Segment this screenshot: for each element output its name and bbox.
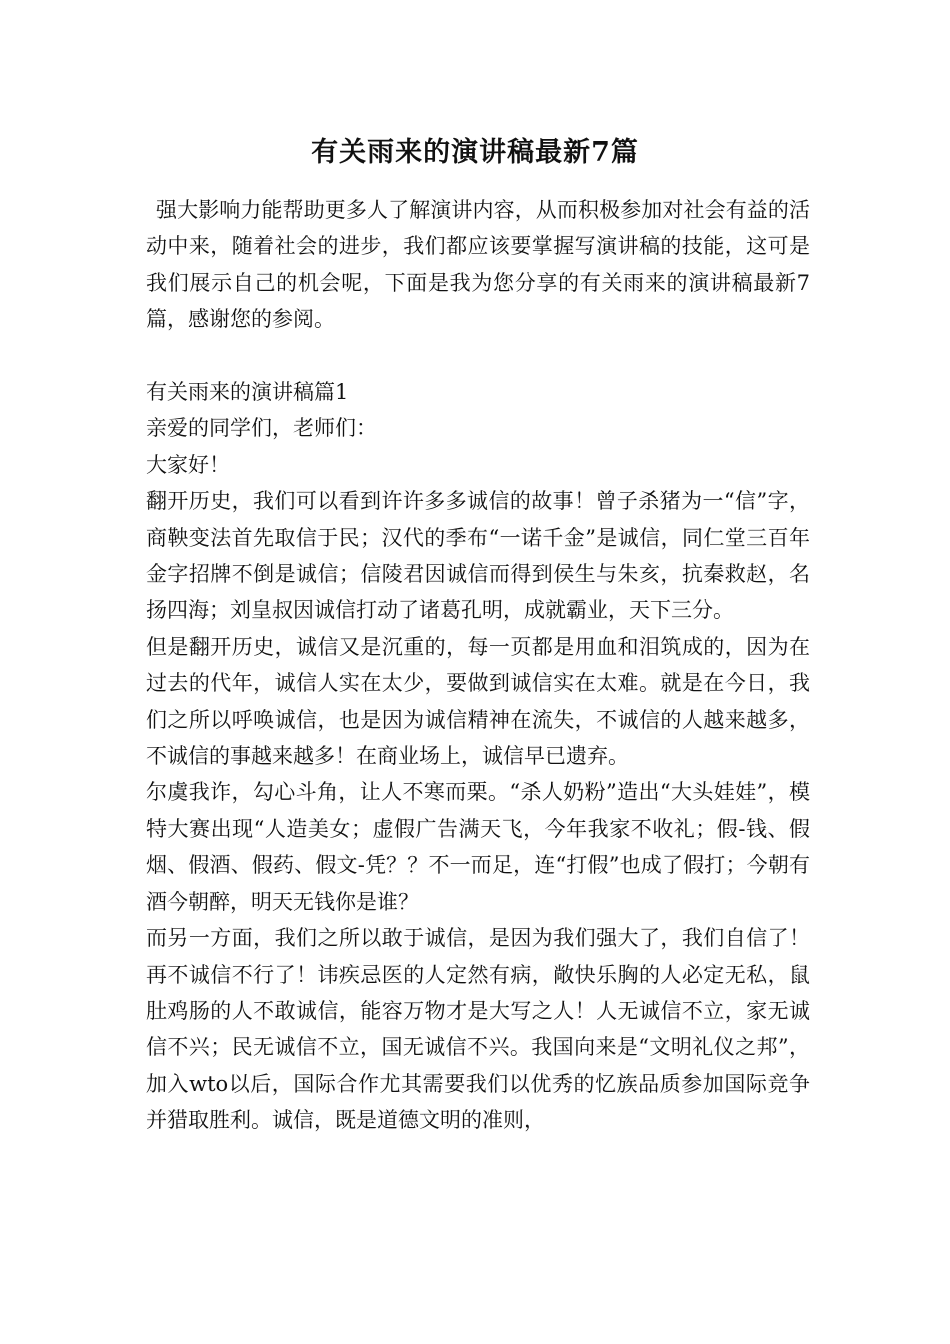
document-body xyxy=(146,192,810,1139)
body-paragraph: 而另一方面，我们之所以敢于诚信，是因为我们强大了，我们自信了！再不诚信不行了！讳疾忌医的人定然有病，敞快乐胸的人必定无私，鼠肚鸡肠的人不敢诚信，能容万物才是大写之人！人无诚信不立，家无诚信不兴；民无诚信不立，国无诚信不兴。我国向来是“文明礼仪之邦”，加入wto以后，国际合作尤其需要我们以优秀的忆族品质参加国际竞争并猎取胜利。诚信，既是道德文明的准则， xyxy=(146,926,810,1133)
greeting: 大家好！ xyxy=(146,452,230,477)
salutation: 亲爱的同学们，老师们： xyxy=(146,416,377,441)
intro-paragraph: 强大影响力能帮助更多人了解演讲内容，从而积极参加对社会有益的活动中来，随着社会的进步，我们都应该要掌握写演讲稿的技能，这可是我们展示自己的机会呢，下面是我为您分享的有关雨来的演讲稿最新7篇，感谢您的参阅。 xyxy=(146,198,810,332)
body-paragraph: 但是翻开历史，诚信又是沉重的，每一页都是用血和泪筑成的，因为在过去的代年，诚信人实在太少，要做到诚信实在太难。就是在今日，我们之所以呼唤诚信，也是因为诚信精神在流失，不诚信的人越来越多，不诚信的事越来越多！在商业场上，诚信早已遗弃。 xyxy=(146,634,810,769)
document-title: 有关雨来的演讲稿最新7篇 xyxy=(311,137,639,168)
section-heading: 有关雨来的演讲稿篇1 xyxy=(146,380,349,405)
body-paragraph: 尔虞我诈，勾心斗角，让人不寒而栗。“杀人奶粉”造出“大头娃娃”，模特大赛出现“人造美女；虚假广告满天飞，今年我家不收礼；假-钱、假烟、假酒、假药、假文-凭？？不一而足，连“打假”也成了假打；今朝有酒今朝醉，明天无钱你是谁？ xyxy=(146,780,810,914)
blank-line xyxy=(146,338,810,374)
body-paragraph: 翻开历史，我们可以看到许许多多诚信的故事！曾子杀猪为一“信”字，商鞅变法首先取信于民；汉代的季布“一诺千金”是诚信，同仁堂三百年金字招牌不倒是诚信；信陵君因诚信而得到侯生与朱亥，抗秦救赵，名扬四海；刘皇叔因诚信打动了诸葛孔明，成就霸业，天下三分。 xyxy=(146,489,810,623)
